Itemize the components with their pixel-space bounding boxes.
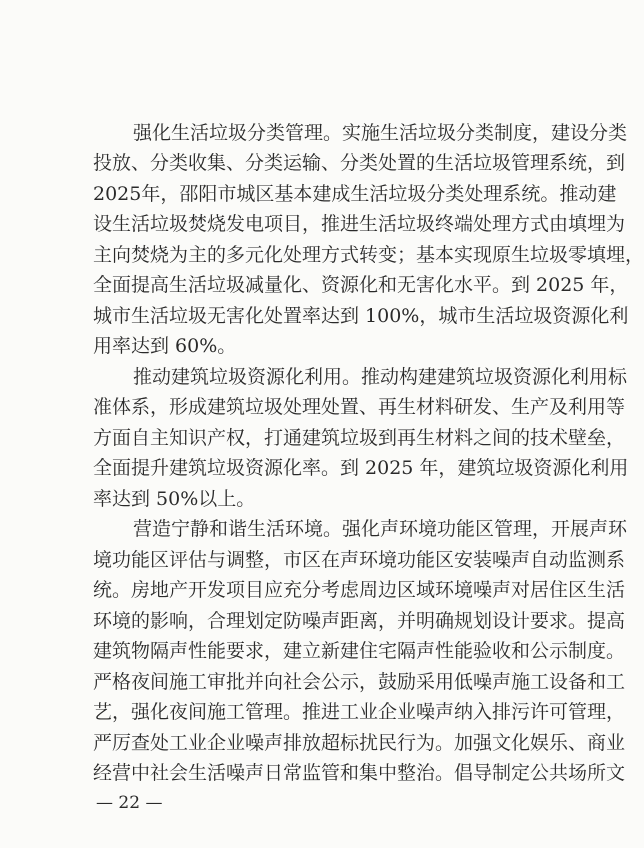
text-line: 主向焚烧为主的多元化处理方式转变；基本实现原生垃圾零填埋， [93, 244, 644, 266]
text-line: 艺，强化夜间施工管理。推进工业企业噪声纳入排污许可管理， [93, 701, 626, 723]
text-line: 经营中社会生活噪声日常监管和集中整治。倡导制定公共场所文 [93, 762, 626, 784]
text-line: 营造宁静和谐生活环境。强化声环境功能区管理，开展声环 [133, 518, 628, 540]
text-line: 建筑物隔声性能要求，建立新建住宅隔声性能验收和公示制度。 [93, 640, 626, 662]
text-line: 严厉查处工业企业噪声排放超标扰民行为。加强文化娱乐、商业 [93, 732, 626, 754]
text-line: 境功能区评估与调整，市区在声环境功能区安装噪声自动监测系 [93, 549, 626, 571]
text-line: 设生活垃圾焚烧发电项目，推进生活垃圾终端处理方式由填埋为 [93, 213, 626, 235]
text-line: 率达到 50%以上。 [93, 488, 256, 510]
page-number: — 22 — [96, 793, 163, 813]
text-line: 2025年，邵阳市城区基本建成生活垃圾分类处理系统。推动建 [93, 183, 617, 205]
text-line: 严格夜间施工审批并向社会公示，鼓励采用低噪声施工设备和工 [93, 671, 626, 693]
text-line: 方面自主知识产权，打通建筑垃圾到再生材料之间的技术壁垒， [93, 427, 626, 449]
text-line: 强化生活垃圾分类管理。实施生活垃圾分类制度，建设分类 [133, 122, 628, 144]
text-line: 全面提升建筑垃圾资源化率。到 2025 年，建筑垃圾资源化利用 [93, 457, 629, 479]
text-line: 投放、分类收集、分类运输、分类处置的生活垃圾管理系统，到 [93, 152, 626, 174]
text-line: 环境的影响，合理划定防噪声距离，并明确规划设计要求。提高 [93, 610, 626, 632]
text-line: 用率达到 60%。 [93, 335, 237, 357]
text-line: 全面提高生活垃圾减量化、资源化和无害化水平。到 2025 年， [93, 274, 629, 296]
text-line: 准体系，形成建筑垃圾处理处置、再生材料研发、生产及利用等 [93, 396, 626, 418]
text-line: 推动建筑垃圾资源化利用。推动构建建筑垃圾资源化利用标 [133, 366, 628, 388]
text-line: 城市生活垃圾无害化处置率达到 100%，城市生活垃圾资源化利 [93, 305, 629, 327]
text-line: 统。房地产开发项目应充分考虑周边区域环境噪声对居住区生活 [93, 579, 626, 601]
